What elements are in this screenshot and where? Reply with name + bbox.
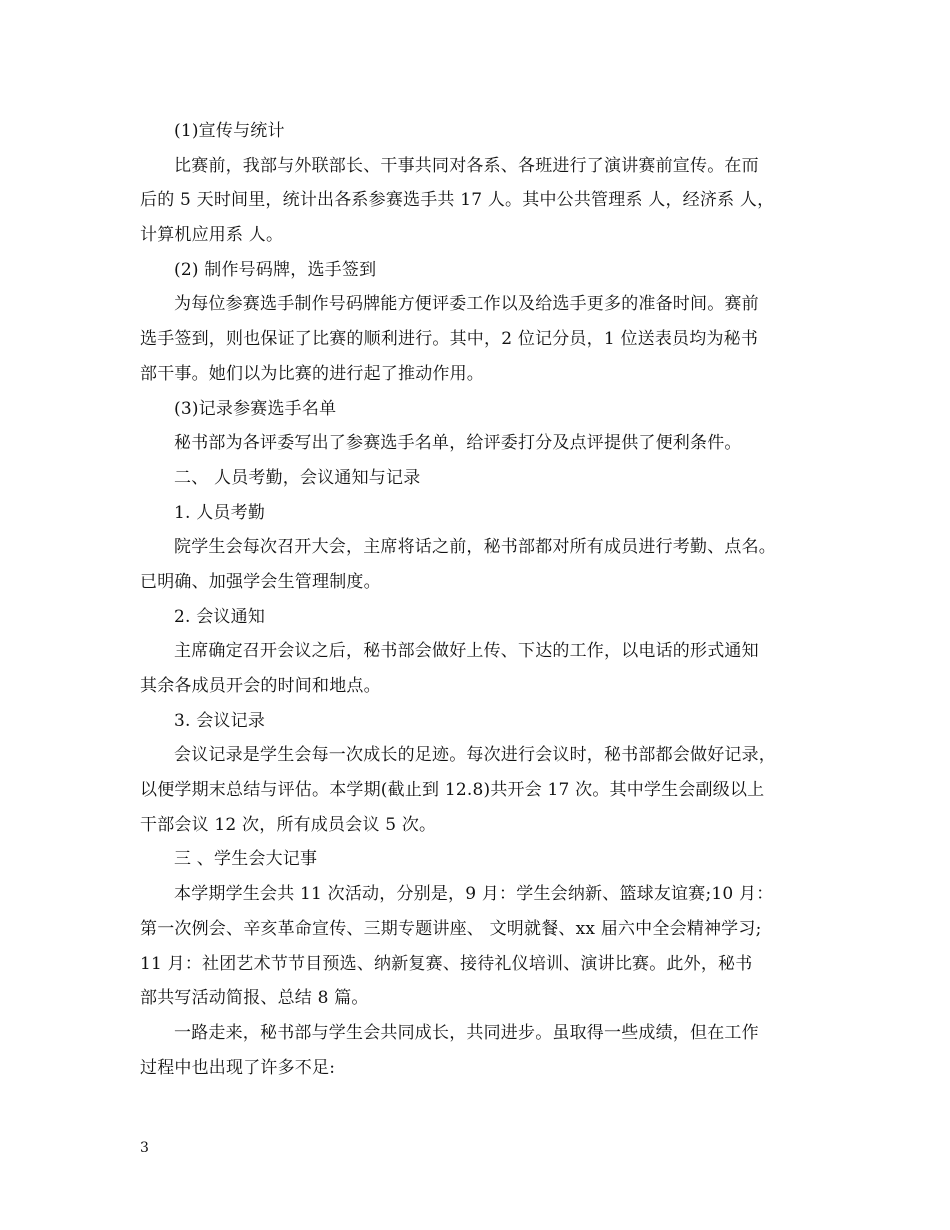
paragraph-line: 选手签到，则也保证了比赛的顺利进行。其中，2 位记分员，1 位送表员均为秘书 xyxy=(140,329,759,350)
page-number: 3 xyxy=(140,1140,149,1156)
paragraph-line: 干部会议 12 次，所有成员会议 5 次。 xyxy=(140,814,437,835)
paragraph-line: 过程中也出现了许多不足: xyxy=(140,1057,336,1078)
subheading-attendance: 1. 人员考勤 xyxy=(174,502,266,523)
section-heading-attendance: 二、 人员考勤，会议通知与记录 xyxy=(174,467,421,488)
paragraph-line: 计算机应用系 人。 xyxy=(140,225,284,246)
paragraph-line: 第一次例会、辛亥革命宣传、三期专题讲座、 文明就餐、xx 届六中全会精神学习; xyxy=(140,918,762,939)
subheading-meeting-notice: 2. 会议通知 xyxy=(174,606,266,627)
paragraph-line: 院学生会每次召开大会，主席将话之前，秘书部都对所有成员进行考勤、点名。 xyxy=(174,537,776,558)
section-heading-major-events: 三 、学生会大记事 xyxy=(174,849,318,870)
paragraph-line: 秘书部为各评委写出了参赛选手名单，给评委打分及点评提供了便利条件。 xyxy=(174,433,742,454)
subheading-publicity-statistics: (1)宣传与统计 xyxy=(174,121,285,141)
paragraph-line: 部共写活动简报、总结 8 篇。 xyxy=(140,988,369,1009)
paragraph-line: 已明确、加强学会生管理制度。 xyxy=(140,571,381,592)
subheading-contestant-list: (3)记录参赛选手名单 xyxy=(174,398,337,419)
paragraph-line: 以便学期末总结与评估。本学期(截止到 12.8)共开会 17 次。其中学生会副级以上 xyxy=(140,780,765,801)
paragraph-line: 比赛前，我部与外联部长、干事共同对各系、各班进行了演讲赛前宣传。在而 xyxy=(174,155,759,176)
paragraph-line: 部干事。她们以为比赛的进行起了推动作用。 xyxy=(140,363,484,384)
paragraph-line: 后的 5 天时间里，统计出各系参赛选手共 17 人。其中公共管理系 人，经济系 人， xyxy=(140,190,775,211)
paragraph-line: 会议记录是学生会每一次成长的足迹。每次进行会议时，秘书部都会做好记录， xyxy=(174,745,776,766)
subheading-meeting-minutes: 3. 会议记录 xyxy=(174,710,266,731)
paragraph-line: 主席确定召开会议之后，秘书部会做好上传、下达的工作，以电话的形式通知 xyxy=(174,641,759,662)
paragraph-line: 其余各成员开会的时间和地点。 xyxy=(140,676,381,696)
paragraph-line: 为每位参赛选手制作号码牌能方便评委工作以及给选手更多的准备时间。赛前 xyxy=(174,294,759,315)
paragraph-line: 本学期学生会共 11 次活动，分别是，9 月：学生会纳新、篮球友谊赛;10 月： xyxy=(174,884,774,905)
paragraph-line: 一路走来，秘书部与学生会共同成长，共同进步。虽取得一些成绩，但在工作 xyxy=(174,1022,759,1043)
subheading-number-plates: (2) 制作号码牌，选手签到 xyxy=(174,259,377,280)
paragraph-line: 11 月：社团艺术节节目预选、纳新复赛、接待礼仪培训、演讲比赛。此外，秘书 xyxy=(140,953,753,974)
document-body xyxy=(140,114,820,1085)
